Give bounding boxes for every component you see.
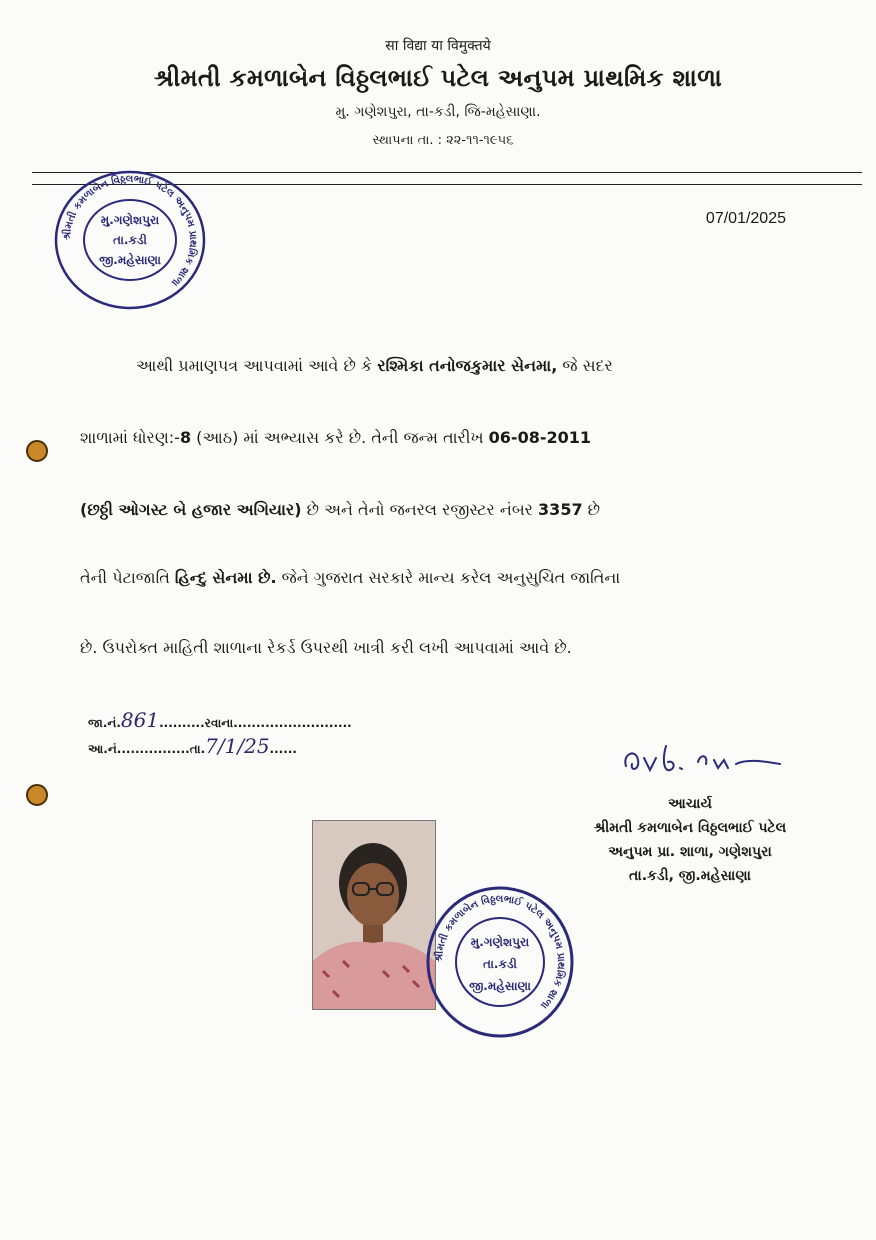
stamp-line-3: જી.મહેસાણા [469,979,531,993]
dots: .......................... [233,716,352,730]
school-name: શ્રીમતી કમળાબેન વિઠ્ઠલભાઈ પટેલ અનુપમ પ્રાથમિક શાળા [153,64,723,92]
body-text: શાળામાં ધોરણ:- [80,428,180,447]
body-line-3 [80,500,792,520]
signatory-line-3: તા.કડી, જી.મહેસાણા [629,868,751,884]
school-stamp-bottom [424,884,576,1040]
punch-hole-bottom [26,784,48,806]
student-photo [312,820,436,1010]
inward-number-line [88,734,297,758]
stamp-line-1: મુ.ગણેશપુરા [470,935,530,949]
outward-number-line [88,708,352,732]
establishment-date: સ્થાપના તા. : ૨૨-૧૧-૧૯૫૬ [372,133,514,148]
body-text: છે અને તેનો જનરલ રજીસ્ટર નંબર [301,500,539,519]
signatory-line-2: અનુપમ પ્રા. શાળા, ગણેશપુરા [608,844,772,860]
inward-number-label: આ.નં [88,742,117,756]
body-line-2 [80,428,792,448]
outward-number-label: જા.નં. [88,716,121,730]
signatory-title: આચાર્ય [668,796,712,812]
stamp-line-2: તા.કડી [113,233,147,247]
punch-hole-top [26,440,48,462]
ref-date-label: તા. [189,742,206,756]
signatory-line-1: શ્રીમતી કમળાબેન વિઠ્ઠલભાઈ પટેલ [593,820,787,836]
standard-number: 8 [179,428,192,447]
stamp-line-3: જી.મહેસાણા [99,253,161,267]
body-text: જે સદર [557,356,613,375]
school-motto: सा विद्या या विमुक्तये [385,38,491,54]
certificate-date: 07/01/2025 [705,210,786,227]
ref-date-value: 7/1/25 [205,734,270,758]
school-address: મુ. ગણેશપુરા, તા-કડી, જિ-મહેસાણા. [335,104,541,120]
stamp-ring-text: શ્રીમતી કમળાબેન વિઠ્ઠલભાઈ પટેલ અનુપમ પ્રાથમિક શાળા [433,893,567,1011]
outward-number-value: 861 [120,708,160,732]
sub-caste: હિન્દુ સેનમા છે. [174,568,277,587]
stamp-line-1: મુ.ગણેશપુરા [100,213,160,227]
dots: ...... [269,742,297,756]
birth-date: 06-08-2011 [488,428,591,447]
stamp-line-2: તા.કડી [483,957,517,971]
body-text: જેને ગુજરાત સરકારે માન્ય કરેલ અનુસુચિત જાતિના [276,568,621,587]
dots: ................ [116,742,190,756]
body-text: (આઠ) માં અભ્યાસ કરે છે. તેની જન્મ તારીખ [191,428,489,447]
sent-label: રવાના [204,716,234,730]
register-number: 3357 [538,500,583,519]
body-text: તેની પેટાજાતિ [80,568,175,587]
student-name: રશ્મિકા તનોજકુમાર સેનમા, [377,356,558,375]
body-text: છે [582,500,601,519]
dots: .......... [159,716,205,730]
body-line-5: છે. ઉપરોક્ત માહિતી શાળાના રેકર્ડ ઉપરથી ખાત્રી કરી લખી આપવામાં આવે છે. [80,638,572,657]
principal-signature [618,736,788,786]
stamp-ring-text: શ્રીમતી કમળાબેન વિઠ્ઠલભાઈ પટેલ અનુપમ પ્રાથમિક શાળા [61,173,199,289]
school-stamp-top [52,168,208,312]
body-line-1 [80,356,848,376]
body-text: આથી પ્રમાણપત્ર આપવામાં આવે છે કે [136,356,378,375]
birth-date-words: (છઠ્ઠી ઓગસ્ટ બે હજાર અગિયાર) [80,500,302,519]
body-line-4 [80,568,792,588]
student-photo-illustration [313,821,435,1009]
